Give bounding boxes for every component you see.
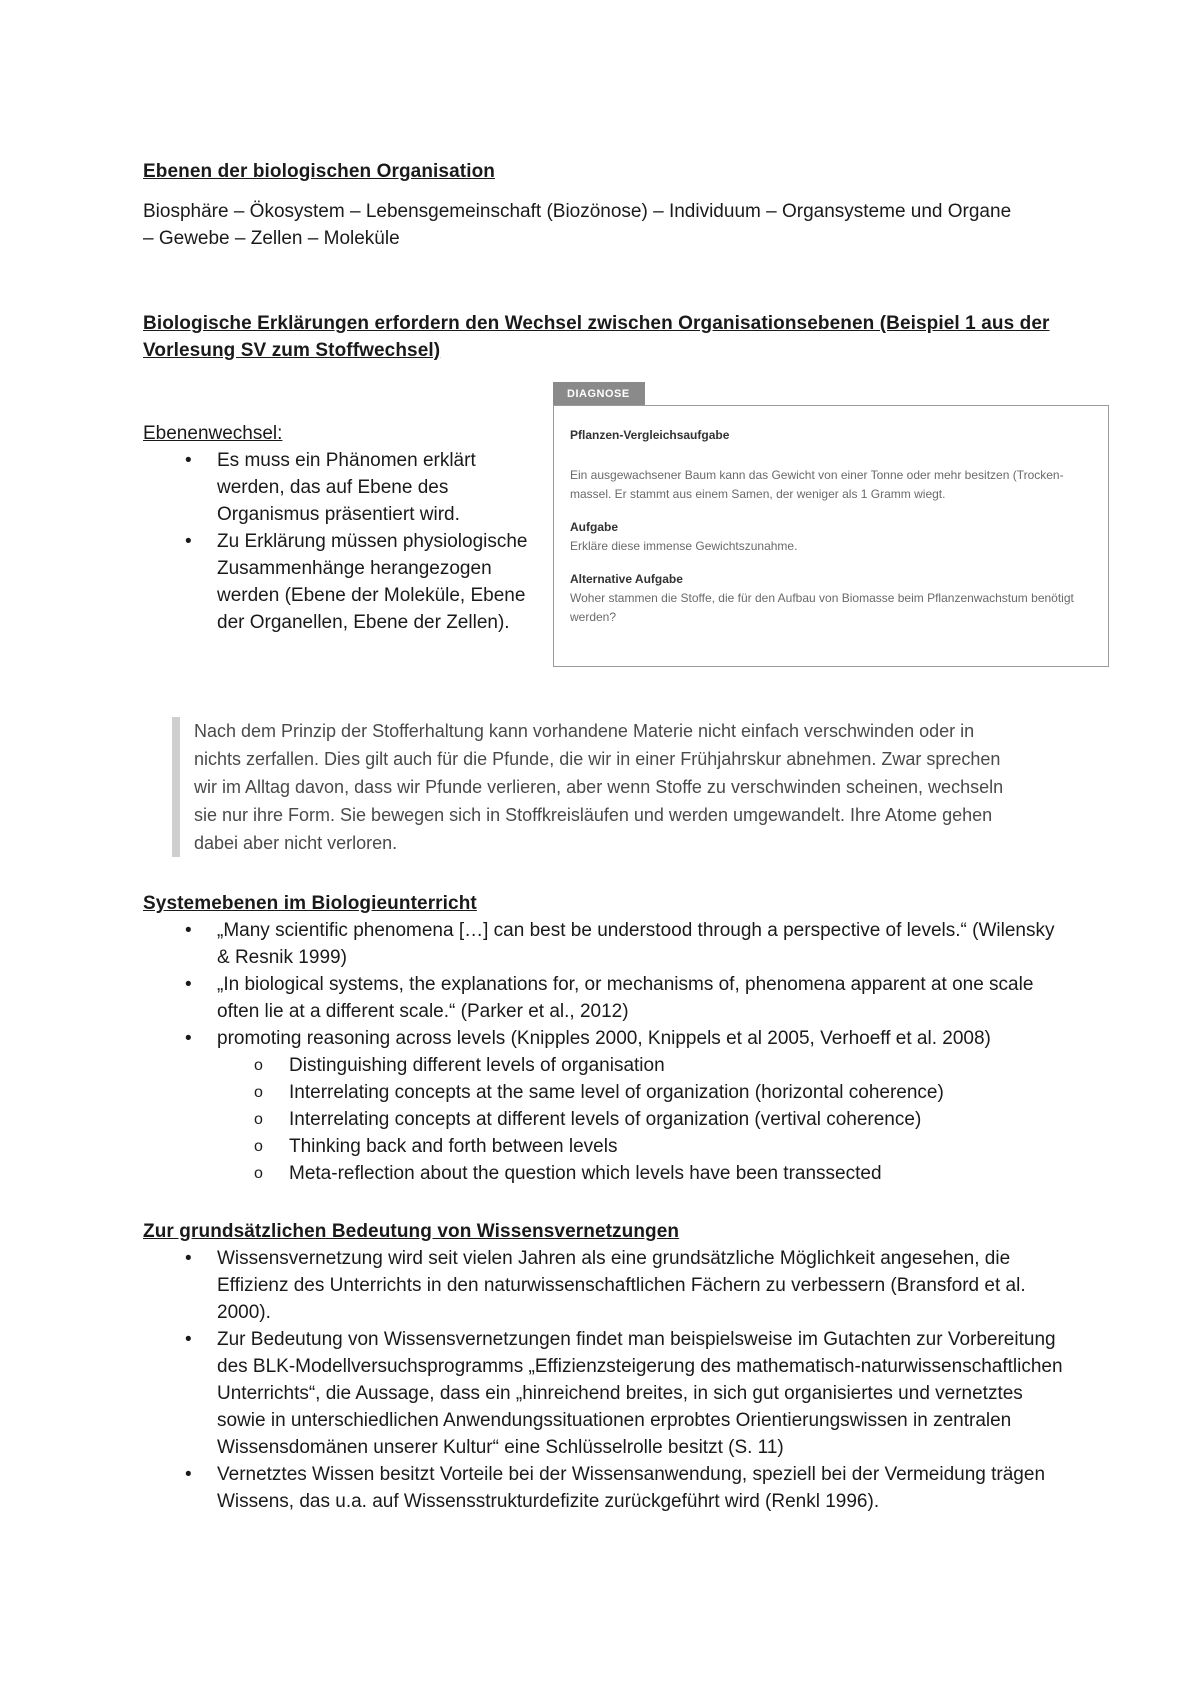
heading-knowledge-networking: Zur grundsätzlichen Bedeutung von Wissensvernetzungen (143, 1221, 680, 1242)
alternative-aufgabe-text: Woher stammen die Stoffe, die für den Aufbau von Biomasse beim Pflanzenwachstum benötigt werden? (570, 591, 1074, 624)
sub-list-item: o Distinguishing different levels of organisation (143, 1052, 1063, 1079)
ebenenwechsel-label: Ebenenwechsel: (143, 423, 283, 444)
list-item: • Es muss ein Phänomen erklärt werden, das auf Ebene des Organismus präsentiert wird. (143, 447, 533, 528)
aufgabe-label: Aufgabe (570, 520, 618, 534)
heading-system-levels: Systemebenen im Biologieunterricht (143, 893, 477, 914)
diagnose-box (553, 405, 1109, 667)
ebenenwechsel-list (143, 447, 533, 636)
system-levels-list (143, 917, 1063, 1052)
diagnose-tag: DIAGNOSE (553, 382, 645, 406)
aufgabe-text: Erkläre diese immense Gewichtszunahme. (570, 539, 798, 553)
sub-list-item: o Thinking back and forth between levels (143, 1133, 1063, 1160)
knowledge-networking-list-block (143, 1245, 1063, 1515)
heading-level-switching: Biologische Erklärungen erfordern den Wechsel zwischen Organisationsebenen (Beispiel 1 aus der Vorlesung SV zum Stoffwechsel) (143, 313, 1050, 361)
list-item: • Zur Bedeutung von Wissensvernetzungen findet man beispielsweise im Gutachten zur Vorbereitung des BLK-Modellversuchsprogramms „Effizienzsteigerung des mathematisch-naturwissenschaftlichen Unterrichts“, die Aussage, dass ein „hinreichend breites, in sich gut organisiertes und vernetztes sowie in unterschiedlichen Anwendungssituationen erprobtes Orientierungswissen in zentralen Wissensdomänen unserer Kultur“ eine Schlüsselrolle besitzt (S. 11) (143, 1326, 1063, 1461)
knowledge-networking-list (143, 1245, 1063, 1515)
sub-list-item: o Interrelating concepts at different levels of organization (vertival coherence) (143, 1106, 1063, 1133)
ebenenwechsel-block (143, 420, 533, 636)
list-item: • promoting reasoning across levels (Knipples 2000, Knippels et al 2005, Verhoeff et al. 2008) (143, 1025, 1063, 1052)
list-item: • Zu Erklärung müssen physiologische Zusammenhänge herangezogen werden (Ebene der Moleküle, Ebene der Organellen, Ebene der Zellen). (143, 528, 533, 636)
list-item: • Vernetztes Wissen besitzt Vorteile bei der Wissensanwendung, speziell bei der Vermeidung trägen Wissens, das u.a. auf Wissensstrukturdefizite zurückgeführt wird (Renkl 1996). (143, 1461, 1063, 1515)
system-levels-list-block (143, 917, 1063, 1187)
diagnose-title: Pflanzen-Vergleichsaufgabe (570, 428, 730, 442)
sub-list-item: o Meta-reflection about the question which levels have been transsected (143, 1160, 1063, 1187)
list-item: • „Many scientific phenomena […] can best be understood through a perspective of levels.“ (Wilensky & Resnik 1999) (143, 917, 1063, 971)
heading-biological-organisation: Ebenen der biologischen Organisation (143, 161, 495, 182)
alternative-aufgabe-label: Alternative Aufgabe (570, 572, 683, 586)
sub-list-item: o Interrelating concepts at the same level of organization (horizontal coherence) (143, 1079, 1063, 1106)
quote-block (172, 717, 1014, 857)
diagnose-body: Ein ausgewachsener Baum kann das Gewicht von einer Tonne oder mehr besitzen (Trocken-massel. Er stammt aus einem Samen, der weniger als 1 Gramm wiegt. (570, 468, 1064, 501)
quote-text: Nach dem Prinzip der Stofferhaltung kann vorhandene Materie nicht einfach verschwinden oder in nichts zerfallen. Dies gilt auch für die Pfunde, die wir in einer Frühjahrskur abnehmen. Zwar sprechen wir im Alltag davon, dass wir Pfunde verlieren, aber wenn Stoffe zu verschwinden scheinen, wechseln sie nur ihre Form. Sie bewegen sich in Stoffkreisläufen und werden umgewandelt. Ihre Atome gehen dabei aber nicht verloren. (194, 721, 1004, 853)
system-levels-sublist (143, 1052, 1063, 1187)
list-item: • „In biological systems, the explanations for, or mechanisms of, phenomena apparent at one scale often lie at a different scale.“ (Parker et al., 2012) (143, 971, 1063, 1025)
organisation-levels-text: Biosphäre – Ökosystem – Lebensgemeinschaft (Biozönose) – Individuum – Organsysteme und Organe – Gewebe – Zellen – Moleküle (143, 201, 1012, 249)
list-item: • Wissensvernetzung wird seit vielen Jahren als eine grundsätzliche Möglichkeit angesehen, die Effizienz des Unterrichts in den naturwissenschaftlichen Fächern zu verbessern (Bransford et al. 2000). (143, 1245, 1063, 1326)
